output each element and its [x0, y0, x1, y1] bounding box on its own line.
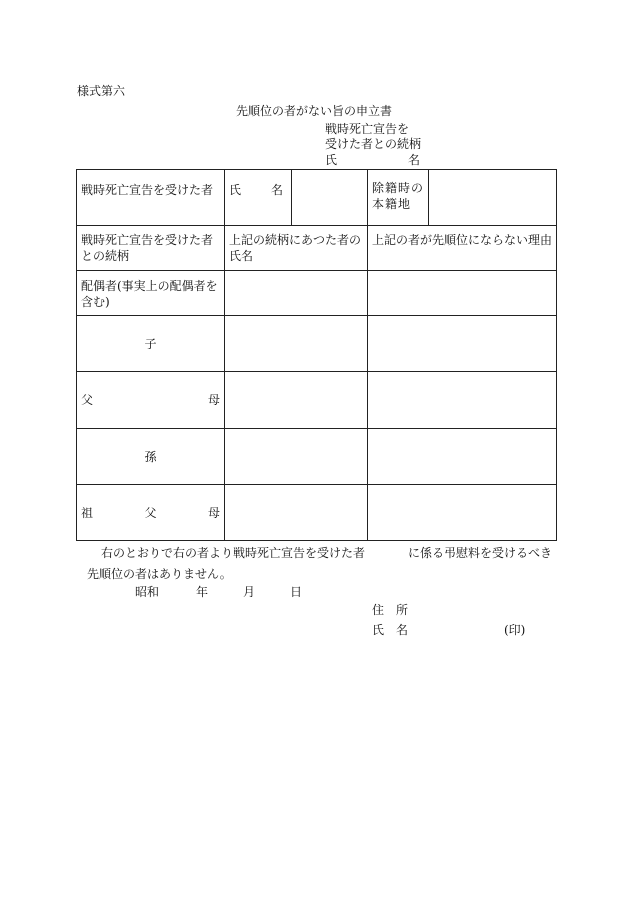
grandchild-name-field[interactable] [225, 429, 368, 485]
name-heading-first: 氏 [325, 153, 338, 167]
declaration-table [76, 169, 557, 541]
date-year: 年 [196, 585, 209, 599]
table-row-spouse [77, 271, 557, 316]
parents-name-field[interactable] [225, 372, 368, 429]
grandchild-label: 孫 [77, 429, 225, 485]
name-heading-second: 名 [408, 153, 421, 167]
signer-name-label-first: 氏 [372, 623, 385, 637]
domicile-field[interactable] [429, 170, 557, 226]
name-label-first: 氏 [229, 183, 242, 197]
deceased-name-field[interactable] [292, 170, 368, 226]
table-row-grandchild [77, 429, 557, 485]
table-row-parents [77, 372, 557, 429]
child-reason-field[interactable] [368, 316, 557, 372]
relative-name-header: 上記の続柄にあつた者の氏名 [225, 226, 368, 271]
grandparents-label-third: 母 [207, 505, 220, 520]
child-name-field[interactable] [225, 316, 368, 372]
table-row-deceased [77, 170, 557, 226]
child-label: 子 [77, 316, 225, 372]
parents-label-mother: 母 [207, 393, 220, 407]
grandparents-label-second: 父 [144, 505, 157, 520]
date-era: 昭和 [135, 585, 160, 599]
seal-mark: (印) [504, 623, 526, 637]
grandparents-label-first: 祖 [81, 505, 94, 520]
statement-part1: 右のとおりで右の者より戦時死亡宣告を受けた者 [101, 546, 366, 560]
date-day: 日 [290, 585, 303, 599]
grandparents-reason-field[interactable] [368, 485, 557, 541]
relationship-heading-line2: 受けた者との続柄 [325, 137, 422, 151]
domicile-label: 除籍時の本籍地 [368, 170, 429, 226]
table-row-child [77, 316, 557, 372]
spouse-reason-field[interactable] [368, 271, 557, 316]
address-label-first: 住 [372, 603, 385, 617]
table-row-relationship-header [77, 226, 557, 271]
statement-line2: 先順位の者はありません。 [87, 567, 232, 581]
grandparents-label [77, 485, 225, 541]
signer-name-label-second: 名 [396, 623, 409, 637]
address-label-second: 所 [396, 603, 409, 617]
parents-reason-field[interactable] [368, 372, 557, 429]
table-row-grandparents [77, 485, 557, 541]
name-label-second: 名 [271, 183, 284, 197]
document-title: 先順位の者がない旨の申立書 [236, 104, 393, 118]
parents-label-father: 父 [81, 393, 94, 407]
spouse-name-field[interactable] [225, 271, 368, 316]
grandchild-reason-field[interactable] [368, 429, 557, 485]
grandparents-name-field[interactable] [225, 485, 368, 541]
deceased-name-label [225, 170, 292, 226]
spouse-label: 配偶者(事実上の配偶者を含む) [77, 271, 225, 316]
relationship-label: 戦時死亡宣告を受けた者との続柄 [77, 226, 225, 271]
reason-header: 上記の者が先順位にならない理由 [368, 226, 557, 271]
date-month: 月 [243, 585, 256, 599]
deceased-label: 戦時死亡宣告を受けた者 [77, 170, 225, 226]
form-number: 様式第六 [77, 84, 126, 98]
statement-part2: に係る弔慰料を受けるべき [408, 546, 553, 560]
parents-label [77, 372, 225, 429]
relationship-heading-line1: 戦時死亡宣告を [325, 122, 410, 136]
